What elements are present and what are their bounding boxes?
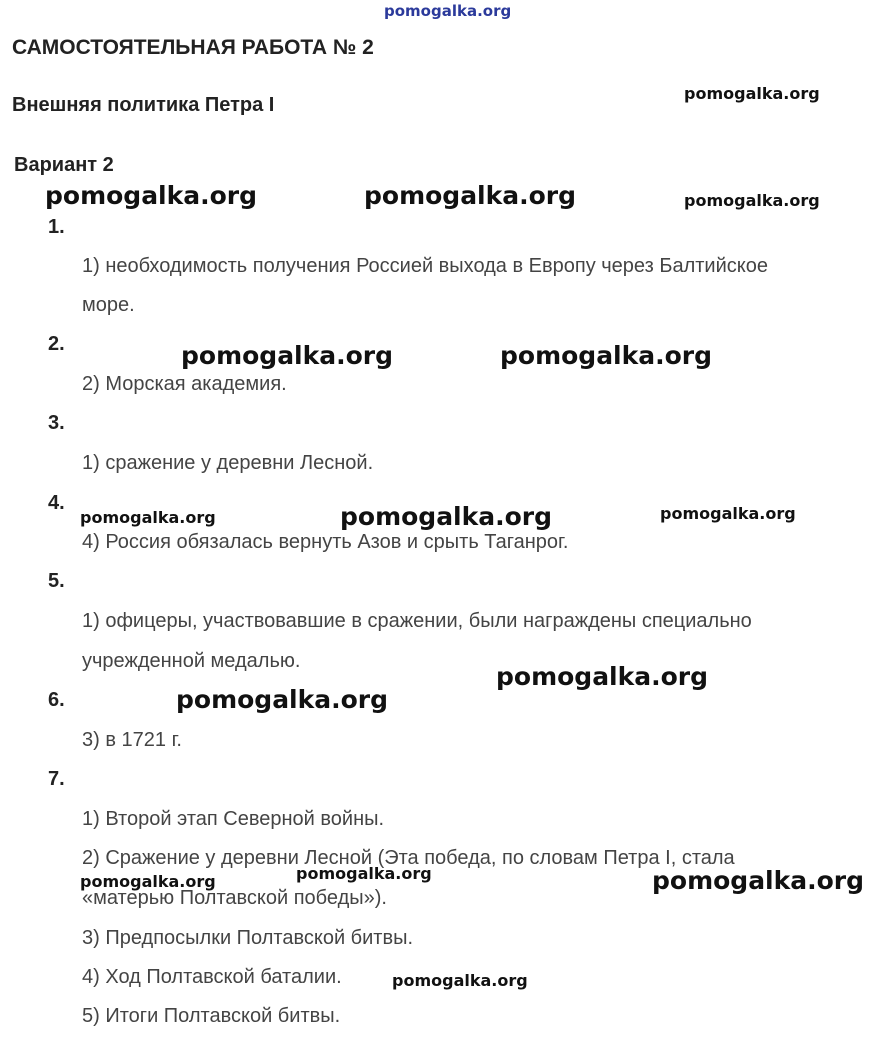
- answer-line: 4) Ход Полтавской баталии.: [82, 966, 342, 988]
- answer-line: море.: [82, 294, 135, 316]
- watermark: pomogalka.org: [176, 685, 389, 714]
- question-number: 2.: [48, 333, 65, 355]
- watermark: pomogalka.org: [500, 341, 713, 370]
- watermark: pomogalka.org: [45, 181, 258, 210]
- answer-line: «матерью Полтавской победы»).: [82, 887, 387, 909]
- answer-line: 2) Морская академия.: [82, 373, 287, 395]
- question-number: 1.: [48, 216, 65, 238]
- answer-line: 3) Предпосылки Полтавской битвы.: [82, 927, 414, 949]
- watermark-header: pomogalka.org: [384, 2, 512, 20]
- watermark: pomogalka.org: [364, 181, 577, 210]
- watermark: pomogalka.org: [392, 971, 528, 990]
- question-number: 6.: [48, 689, 65, 711]
- answer-line: 1) Второй этап Северной войны.: [82, 808, 385, 830]
- watermark: pomogalka.org: [80, 872, 216, 891]
- watermark: pomogalka.org: [80, 508, 216, 527]
- watermark: pomogalka.org: [652, 866, 865, 895]
- question-number: 4.: [48, 492, 65, 514]
- watermark: pomogalka.org: [684, 191, 820, 210]
- question-number: 5.: [48, 570, 65, 592]
- watermark: pomogalka.org: [181, 341, 394, 370]
- answer-line: 1) сражение у деревни Лесной.: [82, 452, 374, 474]
- answer-line: 3) в 1721 г.: [82, 729, 182, 751]
- document-subtitle: Внешняя политика Петра I: [12, 94, 275, 116]
- answer-line: учрежденной медалью.: [82, 650, 301, 672]
- document-title: САМОСТОЯТЕЛЬНАЯ РАБОТА № 2: [12, 36, 374, 59]
- watermark: pomogalka.org: [340, 502, 553, 531]
- answer-line: 5) Итоги Полтавской битвы.: [82, 1005, 341, 1027]
- watermark: pomogalka.org: [684, 84, 820, 103]
- variant-label: Вариант 2: [14, 154, 114, 176]
- watermark: pomogalka.org: [660, 504, 796, 523]
- answer-line: 1) офицеры, участвовавшие в сражении, были награждены специально: [82, 610, 752, 632]
- question-number: 3.: [48, 412, 65, 434]
- watermark: pomogalka.org: [496, 662, 709, 691]
- watermark: pomogalka.org: [296, 864, 432, 883]
- answer-line: 2) Сражение у деревни Лесной (Эта победа, по словам Петра I, стала: [82, 847, 735, 869]
- question-number: 7.: [48, 768, 65, 790]
- answer-line: 4) Россия обязалась вернуть Азов и срыть Таганрог.: [82, 531, 569, 553]
- answer-line: 1) необходимость получения Россией выхода в Европу через Балтийское: [82, 255, 768, 277]
